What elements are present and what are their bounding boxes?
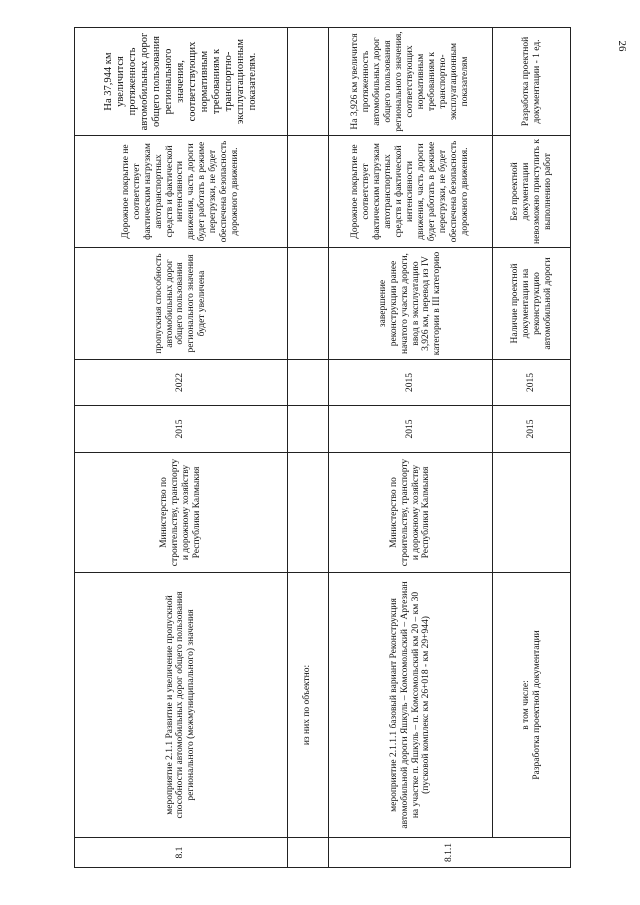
consequences: Дорожное покрытие не соответствует фактическим нагрузкам автотранспортных средств и фактической интенсивности движения, часть дороги будет работать в режиме перегрузки, не будет обеспечена безопасность дорожного движения. [120, 140, 241, 243]
expected-result: завершение реконструкции ранее начатого участка дороги, ввод в эксплуатацию 3,926 км, перевод из IV категории в III категорию [377, 251, 443, 356]
end-year: 2015 [405, 373, 416, 392]
indicator-cell [328, 28, 493, 136]
indicator: На 37,944 км увеличится протяженность автомобильных дорог общего пользования регионального значения, соответствующих нормативным требованиям к транспортно-эксплуатационным показателям. [102, 32, 259, 131]
row-number: 8.1.1 [443, 843, 454, 862]
table-row [75, 28, 288, 868]
executor-cell [328, 453, 493, 573]
measure-name: мероприятие 2.1.1 Развитие и увеличение пропускной способности автомобильных дорог общего пользования регионального (межмуниципального) значения [164, 591, 197, 819]
empty-cell [287, 28, 328, 136]
row-number: 8.1 [175, 846, 186, 859]
start-year-cell [493, 406, 571, 453]
consequences-cell [328, 136, 493, 248]
end-year: 2022 [175, 373, 186, 392]
executor: Министерство по строительству, транспорту и дорожному хозяйству Республики Калмыкия [388, 458, 432, 567]
executor: Министерство по строительству, транспорту и дорожному хозяйству Республики Калмыкия [159, 458, 202, 567]
measure-name-cell [75, 573, 288, 838]
rotated-table-container [74, 28, 571, 868]
expected-result-cell [493, 248, 571, 360]
consequences-cell [493, 136, 571, 248]
measure-name-line: в том числе: [520, 680, 531, 730]
expected-result: Наличие проектной документации на реконструкцию автомобильной дороги [509, 257, 553, 350]
empty-cell [287, 838, 328, 868]
expected-result-cell [75, 248, 288, 360]
end-year-cell [328, 360, 493, 406]
table-row [287, 28, 328, 868]
empty-cell [287, 136, 328, 248]
end-year-cell [493, 360, 571, 406]
row-number-cell [328, 838, 570, 868]
indicator-cell [75, 28, 288, 136]
measure-name-cell [328, 573, 493, 838]
table-row [493, 28, 571, 868]
start-year-cell [75, 406, 288, 453]
executor-cell [75, 453, 288, 573]
measure-name-cell [493, 573, 571, 838]
indicator: Разработка проектной документации - 1 ед. [520, 36, 542, 127]
row-number-cell [75, 838, 288, 868]
measure-name-stack [521, 576, 543, 834]
page-number: 26 [616, 40, 628, 52]
end-year-cell [75, 360, 288, 406]
executor-cell [493, 453, 571, 573]
start-year: 2015 [526, 419, 537, 439]
start-year: 2015 [405, 419, 416, 439]
consequences-cell [75, 136, 288, 248]
measure-name-line: Разработка проектной документации [531, 630, 542, 780]
subheading-cell [287, 573, 328, 838]
consequences: Без проектной документации невозможно приступить к выполнению работ [509, 139, 553, 244]
start-year: 2015 [175, 419, 186, 439]
expected-result-cell [328, 248, 493, 360]
empty-cell [287, 360, 328, 406]
table-row [328, 28, 493, 868]
indicator-cell [493, 28, 571, 136]
program-measures-table [74, 27, 571, 868]
empty-cell [287, 248, 328, 360]
start-year-cell [328, 406, 493, 453]
expected-result: пропускная способность автомобильных дорог общего пользования регионального значения будет увеличена [153, 253, 208, 354]
measure-name: мероприятие 2.1.1.1 базовый вариант Реконструкция автомобильной дороги Яшкуль – Комсомольский – Артезиан на участке п. Яшкуль – п. Комсомольский км 20 – км 30 (пусковой комплекс км 26+018 - км 29+944) [388, 581, 432, 829]
empty-cell [287, 406, 328, 453]
empty-cell [287, 453, 328, 573]
consequences: Дорожное покрытие не соответствует фактическим нагрузкам автотранспортных средств и фактической интенсивности движения, часть дороги будет работать в режиме перегрузки, не будет обеспечена безопасность дорожного движения. [350, 140, 470, 243]
subheading: из них по объектно: [302, 664, 313, 746]
indicator: На 3,926 км увеличится протяженность автомобильных дорог общего пользования регионального значения, соответствующих нормативным требованиям к транспортно-эксплуатационным показателям [350, 31, 470, 132]
end-year: 2015 [526, 373, 537, 392]
